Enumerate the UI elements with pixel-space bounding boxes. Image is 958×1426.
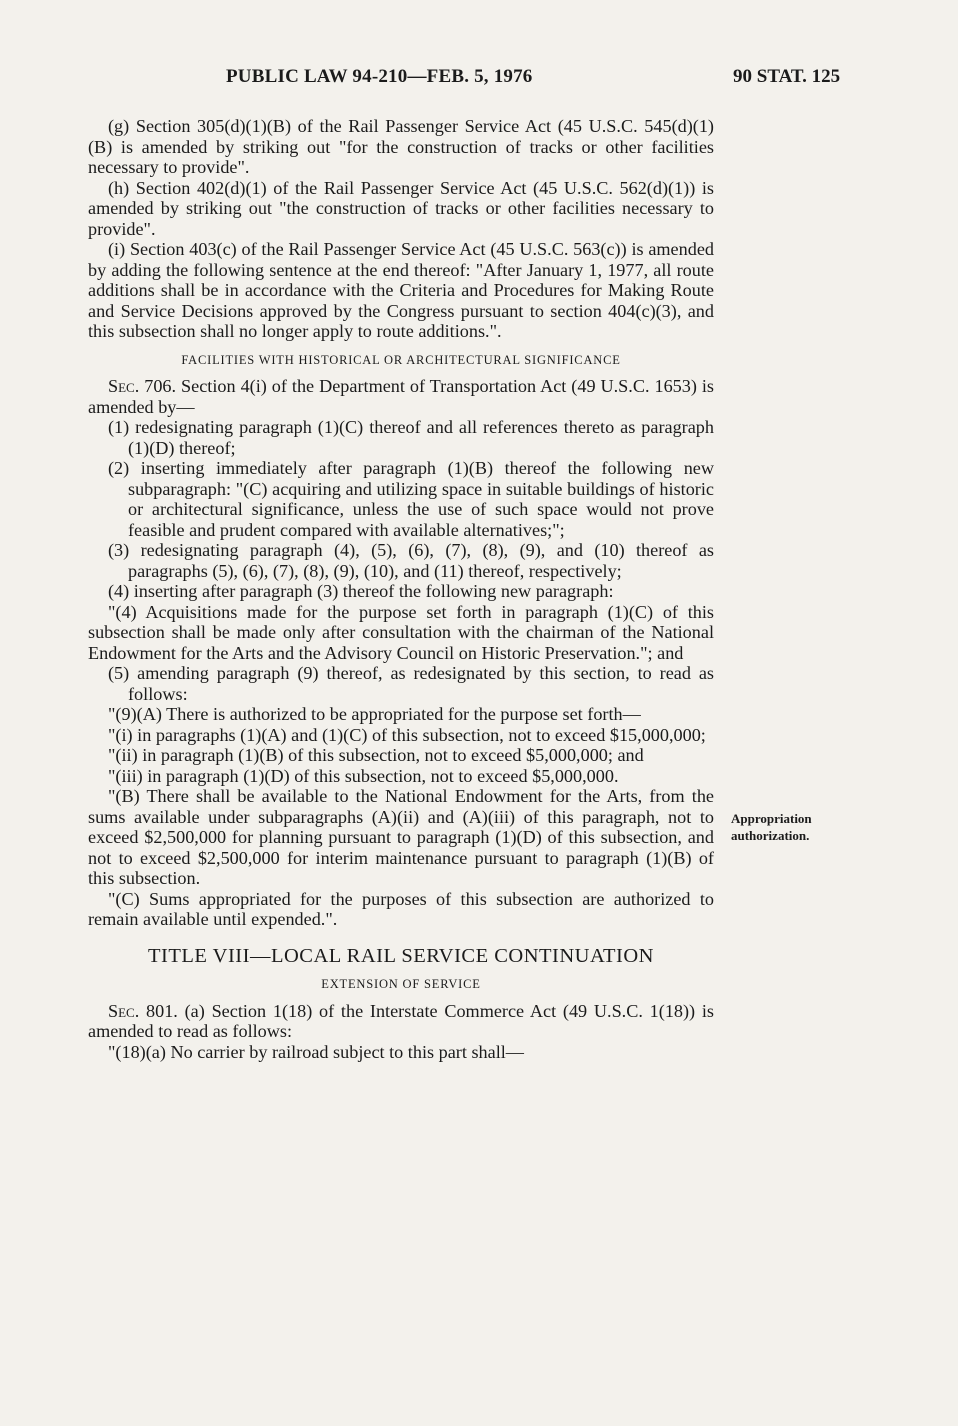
margin-note-line-2: authorization.: [731, 828, 810, 843]
title-viii-heading: TITLE VIII—LOCAL RAIL SERVICE CONTINUATION: [148, 944, 654, 967]
section-heading-extension: EXTENSION OF SERVICE: [321, 977, 481, 991]
section-706-label: Sec. 706.: [108, 376, 177, 396]
section-706-text: Section 4(i) of the Department of Transportation Act (49 U.S.C. 1653) is amended by—: [88, 376, 715, 417]
page-header-stat: 90 STAT. 125: [733, 66, 841, 87]
paragraph-9-a-ii: "(ii) in paragraph (1)(B) of this subsection, not to exceed $5,000,000; and: [108, 745, 644, 765]
section-706-item-3: (3) redesignating paragraph (4), (5), (6), (7), (8), (9), and (10) thereof as paragraphs (5), (6), (7), (8), (9), (10), and (11) thereof, respectively;: [108, 540, 714, 581]
document-body: [88, 116, 714, 1062]
section-801-intro: [88, 1001, 714, 1042]
paragraph-9-a: "(9)(A) There is authorized to be appropriated for the purpose set forth—: [108, 704, 641, 724]
bleed-through: [760, 395, 840, 475]
section-706-intro: [88, 376, 714, 417]
section-801-label: Sec. 801.: [108, 1000, 178, 1021]
paragraph-9-a-iii: "(iii) in paragraph (1)(D) of this subsection, not to exceed $5,000,000.: [108, 765, 619, 786]
page-header-title: PUBLIC LAW 94-210—FEB. 5, 1976: [226, 66, 533, 87]
paragraph-9-b: "(B) There shall be available to the National Endowment for the Arts, from the sums available under subparagraphs (A)(ii) and (A)(iii) of this paragraph, not to exceed $2,500,000 for planning pursuant to paragraph (1)(D) of this subsection, and not to exceed $2,500,000 for interim maintenance pursuant to paragraph (1)(B) of this subsection.: [88, 786, 714, 888]
paragraph-9-a-i: "(i) in paragraphs (1)(A) and (1)(C) of this subsection, not to exceed $15,000,000;: [108, 724, 706, 745]
section-706-item-4-quote: "(4) Acquisitions made for the purpose set forth in paragraph (1)(C) of this subsection shall be made only after consultation with the chairman of the National Endowment for the Arts and the Advisory Council on Historic Preservation."; and: [88, 601, 714, 663]
margin-note-line-1: Appropriation: [731, 811, 812, 826]
paragraph-g: (g) Section 305(d)(1)(B) of the Rail Passenger Service Act (45 U.S.C. 545(d)(1)(B) is amended by striking out "for the construction of tracks or other facilities necessary to provide".: [88, 116, 714, 177]
margin-note-appropriation: [731, 810, 812, 844]
paragraph-h: (h) Section 402(d)(1) of the Rail Passenger Service Act (45 U.S.C. 562(d)(1)) is amended by striking out "the construction of tracks or other facilities necessary to provide".: [88, 177, 714, 239]
paragraph-18-a: "(18)(a) No carrier by railroad subject to this part shall—: [108, 1041, 524, 1062]
paragraph-i: (i) Section 403(c) of the Rail Passenger Service Act (45 U.S.C. 563(c)) is amended by adding the following sentence at the end thereof: "After January 1, 1977, all route additions shall be in accordance with the Criteria and Procedures for Making Route and Service Decisions approved by the Congress pursuant to section 404(c)(3), and this subsection shall no longer apply to route additions.".: [88, 239, 714, 341]
section-heading-facilities: FACILITIES WITH HISTORICAL OR ARCHITECTURAL SIGNIFICANCE: [181, 352, 621, 367]
section-706-item-5: (5) amending paragraph (9) thereof, as redesignated by this section, to read as follows:: [108, 663, 714, 704]
paragraph-9-c: "(C) Sums appropriated for the purposes of this subsection are authorized to remain available until expended.".: [88, 888, 714, 929]
section-706-item-4: (4) inserting after paragraph (3) thereof the following new paragraph:: [108, 581, 614, 601]
section-801-text: (a) Section 1(18) of the Interstate Commerce Act (49 U.S.C. 1(18)) is amended to read as follows:: [88, 1000, 715, 1041]
section-706-item-2: (2) inserting immediately after paragraph (1)(B) thereof the following new subparagraph: "(C) acquiring and utilizing space in suitable buildings of historic or architectural significance, unless the use of such space would not prove feasible and prudent compared with available alternatives;";: [108, 458, 714, 540]
section-706-item-1: (1) redesignating paragraph (1)(C) thereof and all references thereto as paragraph (1)(D) thereof;: [108, 417, 714, 458]
